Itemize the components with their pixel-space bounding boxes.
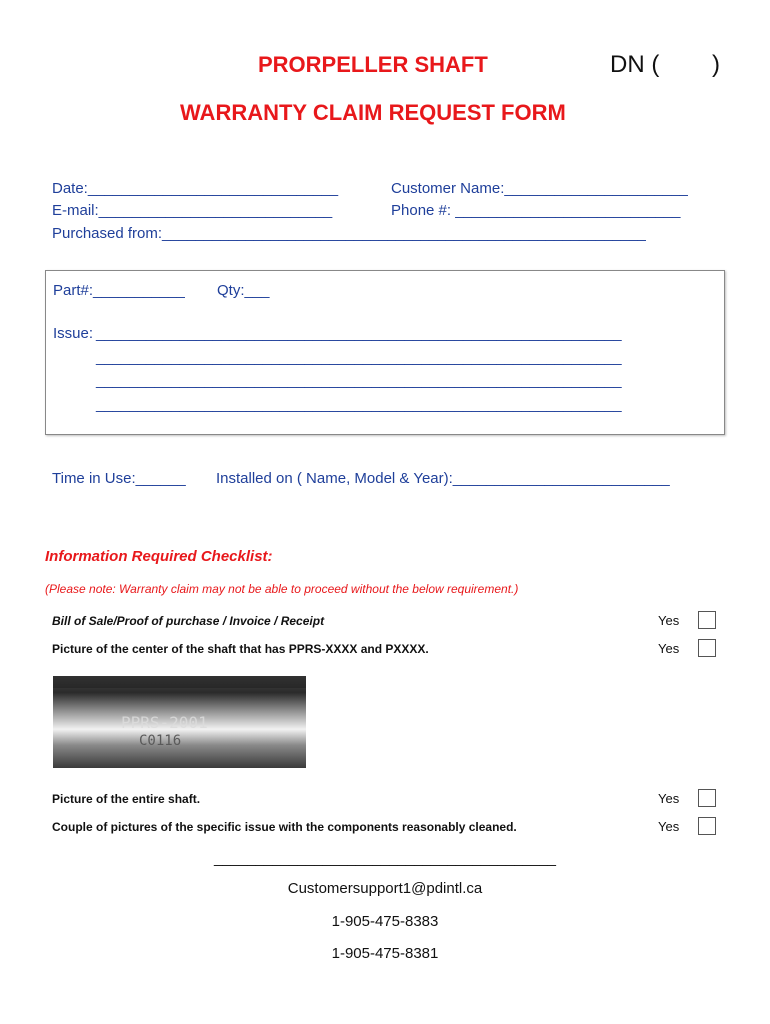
contact-separator: _________________________________________ xyxy=(213,850,557,867)
checklist-item-label: Couple of pictures of the specific issue with the components reasonably cleaned. xyxy=(52,820,517,834)
qty-field[interactable]: Qty:___ xyxy=(217,282,270,299)
yes-checkbox[interactable] xyxy=(698,817,716,835)
contact-email: Customersupport1@pdintl.ca xyxy=(287,880,483,897)
issue-line[interactable]: _______________________________________________________________ xyxy=(96,325,622,342)
issue-line[interactable]: _______________________________________________________________ xyxy=(96,396,622,413)
issue-label: Issue: xyxy=(53,325,98,342)
shaft-photo-image xyxy=(53,668,306,776)
photo-engraving: C0116 xyxy=(139,733,182,749)
dn-close: ) xyxy=(712,51,720,78)
yes-checkbox[interactable] xyxy=(698,789,716,807)
time-in-use-field[interactable]: Time in Use:______ xyxy=(52,470,186,487)
installed-on-field[interactable]: Installed on ( Name, Model & Year):__________________________ xyxy=(216,470,670,487)
part-field[interactable]: Part#:___________ xyxy=(53,282,185,299)
contact-phone-1: 1-905-475-8383 xyxy=(331,913,439,930)
photo-engraving: PPRS-2001 xyxy=(121,713,208,732)
phone-field[interactable]: Phone #: ___________________________ xyxy=(391,202,681,219)
yes-label: Yes xyxy=(658,613,680,628)
yes-label: Yes xyxy=(658,791,680,806)
issue-line[interactable]: _______________________________________________________________ xyxy=(96,372,622,389)
checklist-heading: Information Required Checklist: xyxy=(45,548,273,565)
checklist-item-label: Picture of the center of the shaft that has PPRS-XXXX and PXXXX. xyxy=(52,642,429,656)
yes-checkbox[interactable] xyxy=(698,639,716,657)
contact-phone-2: 1-905-475-8381 xyxy=(331,945,439,962)
form-title: PRORPELLER SHAFT xyxy=(258,52,488,77)
checklist-note: (Please note: Warranty claim may not be able to proceed without the below requirement.) xyxy=(45,582,519,596)
form-subtitle: WARRANTY CLAIM REQUEST FORM xyxy=(180,100,566,125)
yes-checkbox[interactable] xyxy=(698,611,716,629)
customer-name-field[interactable]: Customer Name:______________________ xyxy=(391,180,688,197)
yes-label: Yes xyxy=(658,819,680,834)
checklist-item-label: Bill of Sale/Proof of purchase / Invoice / Receipt xyxy=(52,614,325,628)
shaft-photo xyxy=(53,668,306,776)
date-field[interactable]: Date:______________________________ xyxy=(52,180,339,197)
dn-label: DN ( xyxy=(610,51,660,78)
issue-line[interactable]: _______________________________________________________________ xyxy=(96,349,622,366)
email-field[interactable]: E-mail:____________________________ xyxy=(52,202,333,219)
checklist-item-label: Picture of the entire shaft. xyxy=(52,792,201,806)
purchased-from-field[interactable]: Purchased from:__________________________________________________________ xyxy=(52,225,646,242)
yes-label: Yes xyxy=(658,641,680,656)
